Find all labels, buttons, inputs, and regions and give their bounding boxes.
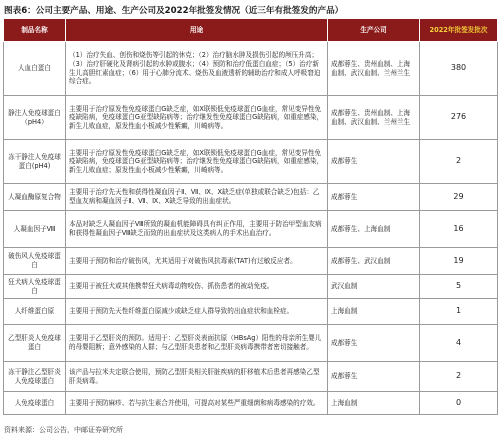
cell-batch-count: 2 (420, 362, 498, 392)
cell-usage: 主要用于被狂犬或其他携带狂犬病毒动物咬伤、抓伤患者的被动免疫。 (66, 275, 328, 299)
cell-product-name: 冻干静注乙型肝炎人免疫球蛋白 (4, 362, 66, 392)
cell-usage: 主要用于预防麻疹、若与抗生素合并使用，可提高对某些严重细菌和病毒感染的疗效。 (66, 392, 328, 415)
cell-usage: 本品对缺乏人凝血因子Ⅷ所致的凝血机能障碍具有纠正作用，主要用于防治甲型血友病和获得性凝血因子Ⅷ缺乏而致的出血症状及这类病人的手术出血治疗。 (66, 211, 328, 248)
table-row (4, 96, 498, 140)
cell-batch-count: 0 (420, 392, 498, 415)
cell-product-name: 乙型肝炎人免疫球蛋白 (4, 325, 66, 362)
product-table (3, 18, 498, 415)
table-row (4, 140, 498, 184)
cell-product-name: 静注人免疫球蛋白（pH4） (4, 96, 66, 140)
cell-product-name: 破伤风人免疫球蛋白 (4, 248, 66, 275)
table-header-row (4, 19, 498, 42)
cell-batch-count: 5 (420, 275, 498, 299)
cell-usage: 主要用于治疗原发性免疫球蛋白G缺乏症，如X联锁低免疫球蛋白G血症，常见变异性免疫缺陷病，免疫球蛋白G亚型缺陷病等；治疗继发性免疫球蛋白G缺陷病，如重症感染，新生儿败血症；原发性血小板减少性紫癜，川崎病等。 (66, 140, 328, 184)
table-row (4, 184, 498, 211)
cell-product-name: 人凝血因子Ⅷ (4, 211, 66, 248)
cell-usage: 主要用于治疗原发性免疫球蛋白G缺乏症，如X联锁低免疫球蛋白G血症，常见变异性免疫缺陷病，免疫球蛋白G亚型缺陷病等；治疗继发性免疫球蛋白G缺陷病，如重症感染，新生儿败血症，原发性血小板减少性紫癜，川崎病等。 (66, 96, 328, 140)
header-product-name: 制品名称 (4, 19, 66, 42)
header-manufacturer: 生产公司 (328, 19, 420, 42)
cell-manufacturer: 上海血制 (328, 392, 420, 415)
cell-usage: 主要用于治疗先天性和获得性凝血因子Ⅱ、Ⅶ、Ⅸ、Ⅹ缺乏症(单独或联合缺乏)包括：乙型血友病和凝血因子Ⅱ、Ⅶ、Ⅸ、Ⅹ缺乏导致的出血症状。 (66, 184, 328, 211)
cell-manufacturer: 成都蓉生、贵州血制、上海血制、武汉血制、兰州兰生 (328, 96, 420, 140)
cell-batch-count: 276 (420, 96, 498, 140)
cell-product-name: 狂犬病人免疫球蛋白 (4, 275, 66, 299)
cell-batch-count: 2 (420, 140, 498, 184)
table-row (4, 42, 498, 96)
table-row (4, 248, 498, 275)
table-row (4, 299, 498, 325)
cell-manufacturer: 成都蓉生、上海血制 (328, 211, 420, 248)
cell-product-name: 人免疫球蛋白 (4, 392, 66, 415)
source-note: 资料来源：公司公告，中邮证券研究所 (4, 426, 123, 434)
header-batch-count: 2022年批签发批次 (420, 19, 498, 42)
cell-batch-count: 380 (420, 42, 498, 96)
cell-product-name: 冻干静注人免疫球蛋白(pH4) (4, 140, 66, 184)
header-usage: 用途 (66, 19, 328, 42)
cell-usage: 主要用于乙型肝炎的预防。适用于：乙型肝炎表面抗原（HBsAg）阳性的母亲所生婴儿的母婴阻断；意外感染的人群；与乙型肝炎患者和乙型肝炎病毒携带者密切接触者。 (66, 325, 328, 362)
cell-manufacturer: 成都蓉生 (328, 184, 420, 211)
figure-title: 图表6：公司主要产品、用途、生产公司及2022年批签发情况（近三年有批签发的产品） (4, 6, 344, 16)
cell-batch-count: 1 (420, 299, 498, 325)
cell-usage: 该产品与拉米夫定联合使用，预防乙型肝炎相关肝脏疾病的肝移植术后患者再感染乙型肝炎病毒。 (66, 362, 328, 392)
cell-batch-count: 19 (420, 248, 498, 275)
cell-usage: 主要用于预防先天性纤维蛋白原减少或缺乏症人群导致的出血症状和血栓症。 (66, 299, 328, 325)
cell-manufacturer: 上海血制 (328, 299, 420, 325)
table-row (4, 275, 498, 299)
cell-usage: 主要用于预防和治疗破伤风，尤其适用于对破伤风抗毒素(TAT)有过敏反应者。 (66, 248, 328, 275)
cell-manufacturer: 成都蓉生 (328, 362, 420, 392)
cell-batch-count: 16 (420, 211, 498, 248)
cell-batch-count: 29 (420, 184, 498, 211)
cell-product-name: 人凝血酶原复合物 (4, 184, 66, 211)
cell-manufacturer: 成都蓉生 (328, 325, 420, 362)
table-row (4, 392, 498, 415)
cell-usage: （1）治疗失血、创伤和烧伤等引起的休克；（2）治疗脑水肿及损伤引起的颅压升高；（3）治疗肝硬化及肾病引起的水肿或腹水；（4）预防和治疗低蛋白血症；（5）治疗新生儿高胆红素血症；（6）用于心肺分流术、烧伤及血液透析的辅助治疗和成人呼吸窘迫综合症。 (66, 42, 328, 96)
table-row (4, 325, 498, 362)
cell-manufacturer: 武汉血制 (328, 275, 420, 299)
cell-manufacturer: 成都蓉生 (328, 140, 420, 184)
cell-batch-count: 4 (420, 325, 498, 362)
cell-manufacturer: 成都蓉生、贵州血制、上海血制、武汉血制、兰州兰生 (328, 42, 420, 96)
table-row (4, 211, 498, 248)
cell-product-name: 人血白蛋白 (4, 42, 66, 96)
table-row (4, 362, 498, 392)
cell-product-name: 人纤维蛋白原 (4, 299, 66, 325)
cell-manufacturer: 成都蓉生、武汉血制 (328, 248, 420, 275)
